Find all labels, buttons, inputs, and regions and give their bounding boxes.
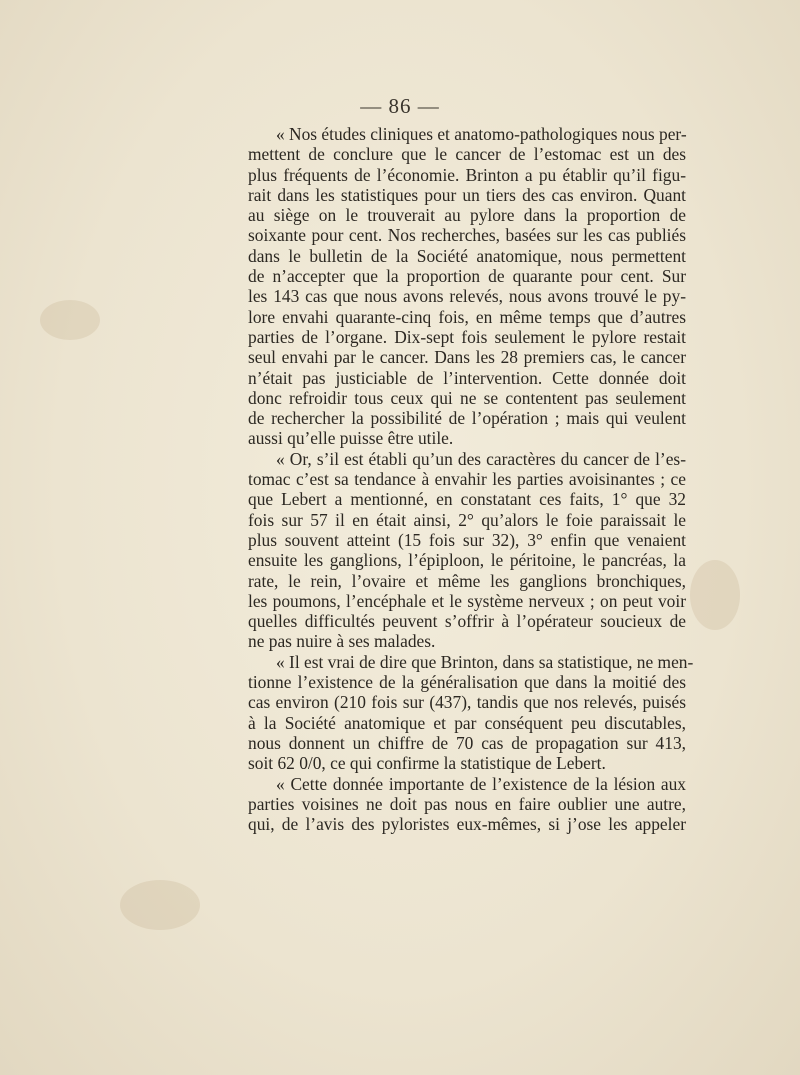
text-line: parties voisines ne doit pas nous en faire oublier une autre, xyxy=(248,793,686,814)
text-line: les poumons, l’encéphale et le système nerveux ; on peut voir xyxy=(248,590,686,611)
text-line: tomac c’est sa tendance à envahir les parties avoisinantes ; ce xyxy=(248,469,686,490)
text-line: soixante pour cent. Nos recherches, basées sur les cas publiés xyxy=(248,225,686,246)
text-line: « Cette donnée importante de l’existence de la lésion aux xyxy=(276,773,686,794)
text-line: au siège on le trouverait au pylore dans la proportion de xyxy=(248,205,686,226)
paper-stain xyxy=(40,300,100,340)
text-line: cas environ (210 fois sur (437), tandis que nos relevés, puisés xyxy=(248,692,686,713)
text-line: tionne l’existence de la généralisation que dans la moitié des xyxy=(248,672,686,693)
text-line: parties de l’organe. Dix-sept fois seulement le pylore restait xyxy=(248,326,686,347)
text-line: nous donnent un chiffre de 70 cas de propagation sur 413, xyxy=(248,732,686,753)
text-line: plus souvent atteint (15 fois sur 32), 3° enfin que venaient xyxy=(248,529,686,550)
text-line: dans le bulletin de la Société anatomique, nous permettent xyxy=(248,245,686,266)
text-line: n’était pas justiciable de l’intervention. Cette donnée doit xyxy=(248,367,686,388)
text-line: ne pas nuire à ses malades. xyxy=(248,631,436,652)
text-line: rate, le rein, l’ovaire et même les ganglions bronchiques, xyxy=(248,570,686,591)
text-line: donc refroidir tous ceux qui ne se contentent pas seulement xyxy=(248,387,686,408)
text-line: « Nos études cliniques et anatomo-pathologiques nous per- xyxy=(276,124,687,144)
text-line: plus fréquents de l’économie. Brinton a pu établir qu’il figu- xyxy=(248,164,686,185)
text-line: qui, de l’avis des pyloristes eux-mêmes, si j’ose les appeler xyxy=(248,814,686,835)
text-line: fois sur 57 il en était ainsi, 2° qu’alors le foie paraissait le xyxy=(248,509,686,530)
paper-stain xyxy=(690,560,740,630)
text-line: « Or, s’il est établi qu’un des caractères du cancer de l’es- xyxy=(276,448,686,469)
text-line: aussi qu’elle puisse être utile. xyxy=(248,428,454,449)
body-text xyxy=(248,124,694,835)
text-line: ensuite les ganglions, l’épiploon, le péritoine, le pancréas, la xyxy=(248,550,686,571)
text-line: de rechercher la possibilité de l’opération ; mais qui veulent xyxy=(248,408,686,429)
text-line: que Lebert a mentionné, en constatant ces faits, 1° que 32 xyxy=(248,489,686,510)
text-line: les 143 cas que nous avons relevés, nous avons trouvé le py- xyxy=(248,286,686,307)
text-line: « Il est vrai de dire que Brinton, dans sa statistique, ne men- xyxy=(276,651,694,672)
text-line: seul envahi par le cancer. Dans les 28 premiers cas, le cancer xyxy=(248,347,686,368)
text-line: lore envahi quarante-cinq fois, en même temps que d’autres xyxy=(248,306,686,327)
text-line: soit 62 0/0, ce qui confirme la statistique de Lebert. xyxy=(248,753,606,774)
page-number: — 86 — xyxy=(360,94,440,118)
text-line: quelles difficultés peuvent s’offrir à l’opérateur soucieux de xyxy=(248,611,686,632)
text-line: de n’accepter que la proportion de quarante pour cent. Sur xyxy=(248,266,686,287)
text-line: mettent de conclure que le cancer de l’estomac est un des xyxy=(248,144,686,165)
text-line: rait dans les statistiques pour un tiers des cas environ. Quant xyxy=(248,184,686,205)
paper-stain xyxy=(120,880,200,930)
text-line: à la Société anatomique et par conséquent peu discutables, xyxy=(248,712,686,733)
